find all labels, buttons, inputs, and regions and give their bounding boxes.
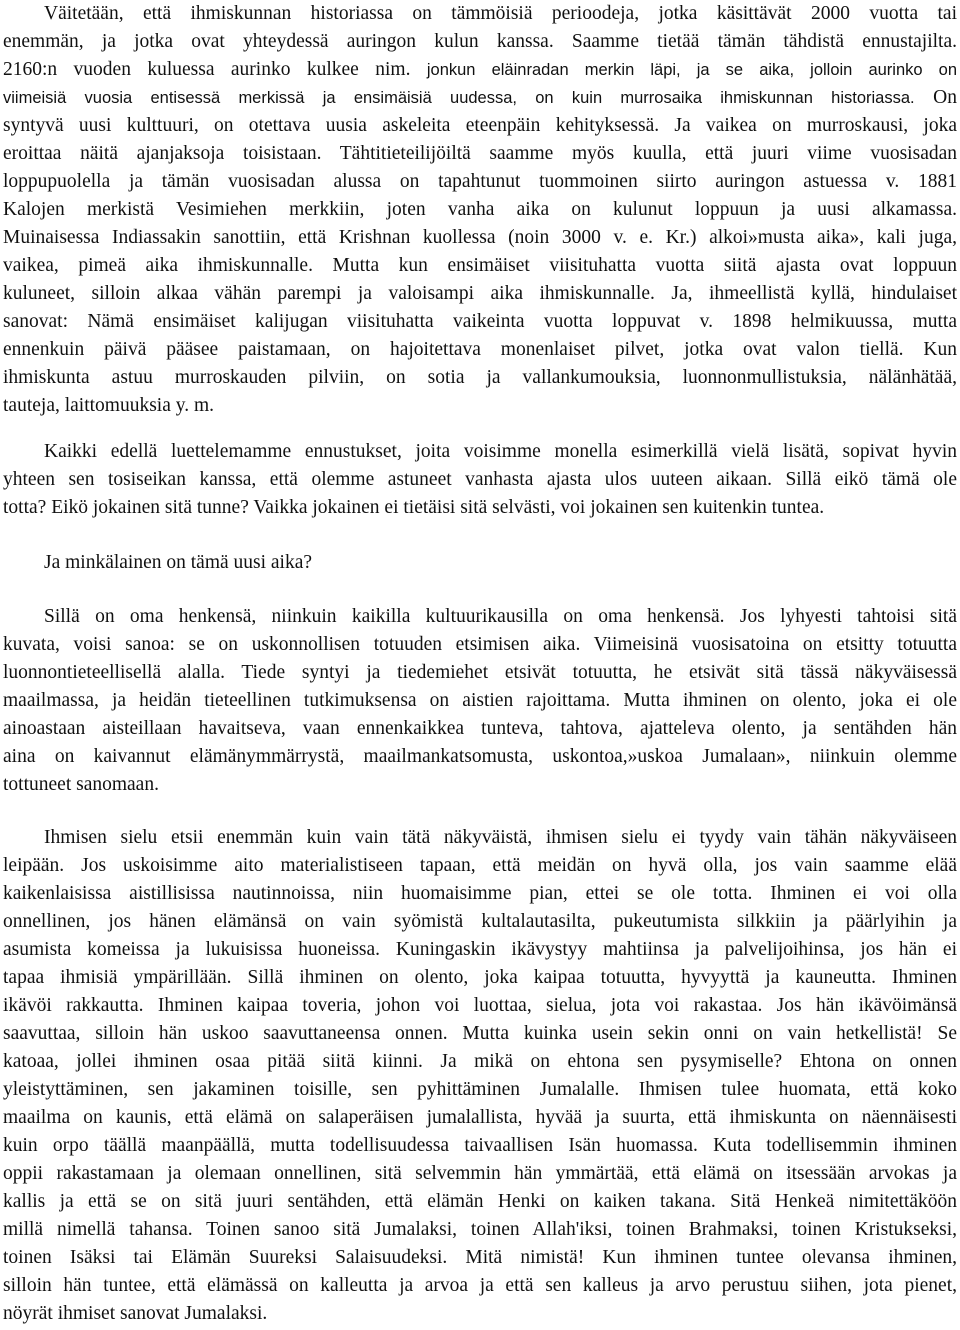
text-line: maailmassa, ja heidän tieteellinen tutkimuksensa on aistien rajoittama. Mutta ihminen on olento, joka ei ole [3,690,957,711]
text-segment: viimeisiä vuosia entisessä merkissä ja ensimäisiä uudessa, on kuin murrosaika ihmiskunnan historiassa. [3,89,915,107]
text-line: Sillä on oma henkensä, niinkuin kaikilla kultuurikausilla on oma henkensä. Jos lyhyesti tahtoisi sitä [44,606,957,627]
text-segment: jonkun eläinradan merkin läpi, ja se aika, jolloin aurinko on [426,61,957,79]
text-line: yleistyttäminen, sen jakaminen toisille, sen pyhittäminen Jumalalle. Ihmisen tulee huomata, että koko [3,1079,957,1100]
text-line [3,56,957,84]
text-segment: On [933,87,957,108]
text-line: kuluneet, silloin alkaa vähän parempi ja valoisampi aika ihmiskunnalle. Ja, ihmeellistä kyllä, hindulaiset [3,283,957,304]
text-line: Muinaisessa Indiassakin sanottiin, että Krishnan kuollessa (noin 3000 v. e. Kr.) alkoi»musta aika», kali juga, [3,227,957,248]
text-line: Väitetään, että ihmiskunnan historiassa on tämmöisiä perioodeja, jotka käsittävät 2000 vuotta tai [44,3,957,24]
text-line: syntyvä uusi kulttuuri, on otettava uusia askeleita eteenpäin kehityksessä. Ja vaikea on murroskausi, joka [3,115,957,136]
text-line: sanovat: Nämä ensimäiset kalijugan viisituhatta vaikeinta vuotta loppuvat v. 1898 helmikuussa, mutta [3,311,957,332]
text-line: leipään. Jos uskoisimme aito materialistiseen tapaan, että meidän on hyvä olla, jos vain saamme elää [3,855,957,876]
text-line: kuin orpo täällä maanpäällä, mutta todellisuudessa taivaallisen Isän huomassa. Kuta todellisemmin ihminen [3,1135,957,1156]
text-line: maailma on kaunis, että elämä on salaperäisen jumalallista, hyvää ja suurta, että ihmiskunta on näennäisesti [3,1107,957,1128]
text-line: tapaa ihmisiä ympärillään. Sillä ihminen on olento, joka kaipaa totuutta, hyvyyttä ja kauneutta. Ihminen [3,967,957,988]
text-line: kallis ja että se on sitä juuri sentähden, että elämän Henki on kaiken takana. Sitä Henkeä nimitettäköön [3,1191,957,1212]
text-line: toinen Isäksi tai Elämän Suureksi Salaisuudeksi. Mitä nimistä! Kun ihminen tuntee olevansa ihminen, [3,1247,957,1268]
text-line: ainoastaan aisteillaan havaitseva, vaan ennenkaikkea tunteva, tahtova, ajatteleva olento, ja sentähden hän [3,718,957,739]
text-line: vaikea, pimeä aika ihmiskunnalle. Mutta kun ensimäiset viisituhatta vuotta siitä ajasta ovat loppuun [3,255,957,276]
paragraph [3,0,957,420]
text-line: ikävöi rakkautta. Ihminen kaipaa toveria, johon voi luottaa, sielua, jota voi rakastaa. Jos hän ikävöimänsä [3,995,957,1016]
text-line: tottuneet sanomaan. [3,774,159,795]
text-line: Ihmisen sielu etsii enemmän kuin vain tätä näkyväistä, ihmisen sielu ei tyydy vain tähän näkyväiseen [44,827,957,848]
text-line: luonnontieteellisellä alalla. Tiede syntyi ja tiedemiehet etsivät totuutta, he etsivät sitä tässä näkyväisessä [3,662,957,683]
text-line: loppupuolella ja tämän vuosisadan alussa on tapahtunut tuommoinen siirto auringon astuessa v. 1881 [3,171,957,192]
text-line: silloin hän tuntee, että elämässä on kalleutta ja arvoa ja että sen kalleus ja arvo perustuu siihen, jota pienet, [3,1275,957,1296]
paragraph [3,438,957,522]
paragraph [3,824,957,1328]
text-line: kuvata, voisi sanoa: se on uskonnollisen totuuden etsimisen aika. Viimeisinä vuosisatoina on etsitty totuutta [3,634,957,655]
text-line: tauteja, laittomuuksia y. m. [3,395,215,416]
text-line: asumista komeissa ja lukuisissa huoneissa. Kuningaskin ikävystyy mahtiinsa ja palvelijoihinsa, jos hän ei [3,939,957,960]
text-line: nöyrät ihmiset sanovat Jumalaksi. [3,1303,268,1324]
text-line: Kaikki edellä luettelemamme ennustukset, joita voisimme monella esimerkillä vielä lisätä, sopivat hyvin [44,441,957,462]
paragraph [3,603,957,799]
text-line: katoaa, jollei ihminen osaa pitää siitä kiinni. Ja mikä on ehtona sen pysymiselle? Ehtona on onnen [3,1051,957,1072]
text-line: aina on kaivannut elämänymmärrystä, maailmankatsomusta, uskontoa,»uskoa Jumalaan», niinkuin olemme [3,746,957,767]
text-line: ennenkuin päivä pääsee paistamaan, on hajoitettava monenlaiset pilvet, jotka ovat valon tiellä. Kun [3,339,957,360]
text-line: oppii rakastamaan ja olemaan onnellinen, sitä selvemmin hän ymmärtää, että elämä on itsessään arvokas ja [3,1163,957,1184]
text-line: millä nimellä tahansa. Toinen sanoo sitä Jumalaksi, toinen Allah'iksi, toinen Brahmaksi, toinen Kristukseksi, [3,1219,957,1240]
text-line: ihmiskunta astuu murroskauden pilviin, on sotia ja vallankumouksia, luonnonmullistuksia, nälänhätää, [3,367,957,388]
text-line [3,84,957,112]
text-line: totta? Eikö jokainen sitä tunne? Vaikka jokainen ei tietäisi sitä selvästi, voi jokainen sen kuitenkin tuntea. [3,497,825,518]
text-line: onnellinen, jos hänen elämänsä on vain syömistä kultalautasilta, pukeutumista silkkiin ja päärlyihin ja [3,911,957,932]
text-line: yhteen sen tosiseikan kanssa, että olemme astuneet vanhasta ajasta ulos uuteen aikaan. Sillä eikö tämä ole [3,469,957,490]
text-line: Kalojen merkistä Vesimiehen merkkiin, joten vanha aika on kulunut loppuun ja uusi alkamassa. [3,199,957,220]
text-line: saavuttaa, silloin hän uskoo saavuttaneensa onnen. Mutta kuinka usein sekin onni on vain hetkellistä! Se [3,1023,957,1044]
text-line: enemmän, ja jotka ovat yhteydessä auringon kulun kanssa. Saamme tietää tämän tähdistä ennustajilta. [3,31,957,52]
text-line: kaikenlaisissa aistillisissa nautinnoissa, niin huomaisimme pian, ettei se ole totta. Ihminen ei voi olla [3,883,957,904]
text-line: Ja minkälainen on tämä uusi aika? [44,552,313,573]
text-line: eroittaa näitä ajanjaksoja toisistaan. Tähtitieteilijöiltä saamme myös kuulla, että juuri viime vuosisadan [3,143,957,164]
text-segment: 2160:n vuoden kuluessa aurinko kulkee nim. [3,59,411,80]
paragraph [3,549,957,577]
